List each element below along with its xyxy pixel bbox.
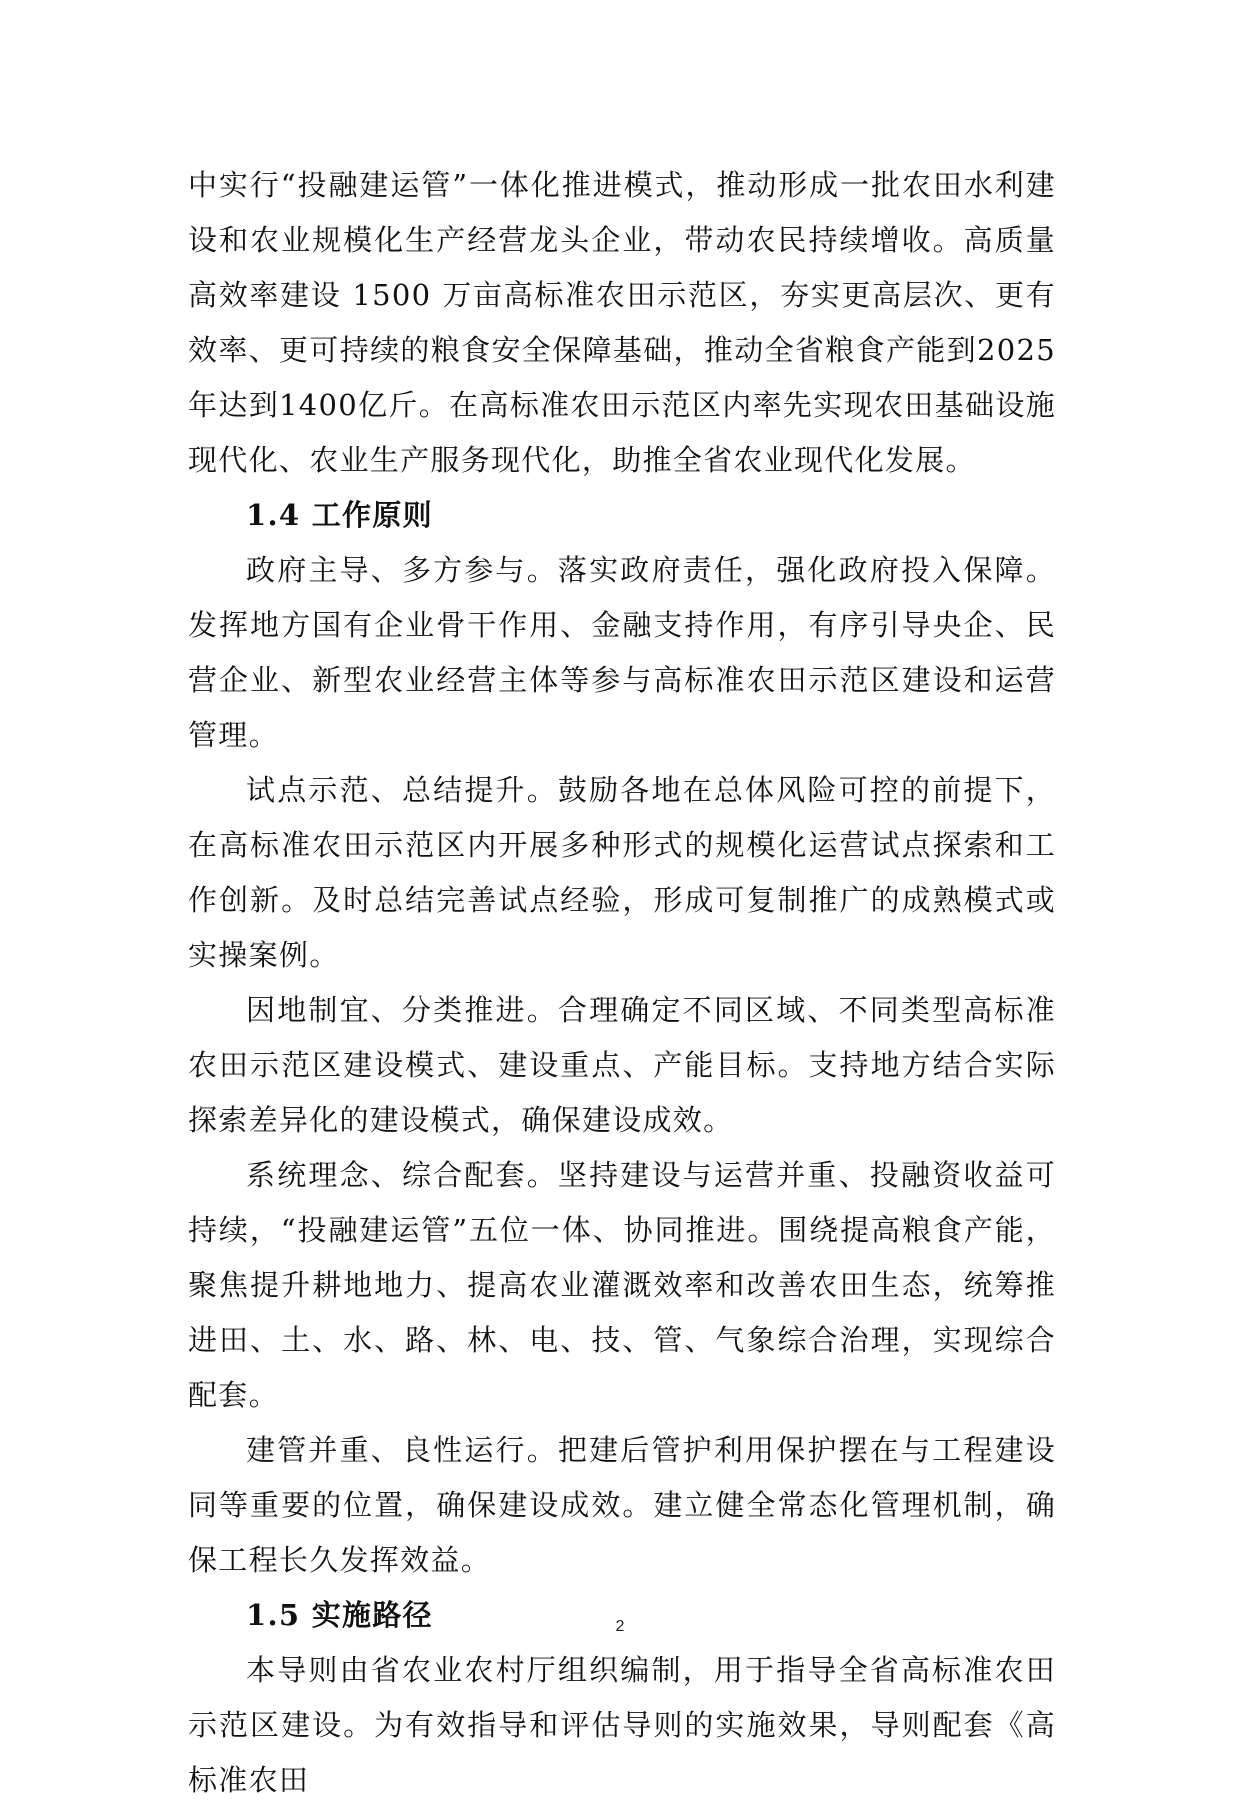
paragraph-principle-construction-management: 建管并重、良性运行。把建后管护利用保护摆在与工程建设同等重要的位置，确保建设成效。建立健全常态化管理机制，确保工程长久发挥效益。 <box>188 1433 1056 1577</box>
section-heading-1-5: 1.5 实施路径 <box>246 1598 433 1632</box>
paragraph-intro-continuation: 中实行“投融建运管”一体化推进模式，推动形成一批农田水利建设和农业规模化生产经营龙头企业，带动农民持续增收。高质量高效率建设 1500 万亩高标准农田示范区，夯实更高层次、更有效率、更可持续的粮食安全保障基础，推动全省粮食产能到2025年达到1400亿斤。在高标准农田示范区内率先实现农田基础设施现代化、农业生产服务现代化，助推全省农业现代化发展。 <box>188 168 1056 477</box>
paragraph-implementation-path: 本导则由省农业农村厅组织编制，用于指导全省高标准农田示范区建设。为有效指导和评估导则的实施效果，导则配套《高标准农田 <box>188 1653 1056 1797</box>
page-number: 2 <box>615 1618 625 1635</box>
section-heading-1-4: 1.4 工作原则 <box>246 498 433 532</box>
paragraph-principle-pilot-demonstration: 试点示范、总结提升。鼓励各地在总体风险可控的前提下，在高标准农田示范区内开展多种形式的规模化运营试点探索和工作创新。及时总结完善试点经验，形成可复制推广的成熟模式或实操案例。 <box>188 773 1056 972</box>
paragraph-principle-government-led: 政府主导、多方参与。落实政府责任，强化政府投入保障。发挥地方国有企业骨干作用、金融支持作用，有序引导央企、民营企业、新型农业经营主体等参与高标准农田示范区建设和运营管理。 <box>188 553 1056 752</box>
document-body <box>188 158 1056 1808</box>
paragraph-principle-systematic: 系统理念、综合配套。坚持建设与运营并重、投融资收益可持续，“投融建运管”五位一体、协同推进。围绕提高粮食产能，聚焦提升耕地地力、提高农业灌溉效率和改善农田生态，统筹推进田、土、水、路、林、电、技、管、气象综合治理，实现综合配套。 <box>188 1158 1056 1412</box>
paragraph-principle-local-conditions: 因地制宜、分类推进。合理确定不同区域、不同类型高标准农田示范区建设模式、建设重点、产能目标。支持地方结合实际探索差异化的建设模式，确保建设成效。 <box>188 993 1056 1137</box>
